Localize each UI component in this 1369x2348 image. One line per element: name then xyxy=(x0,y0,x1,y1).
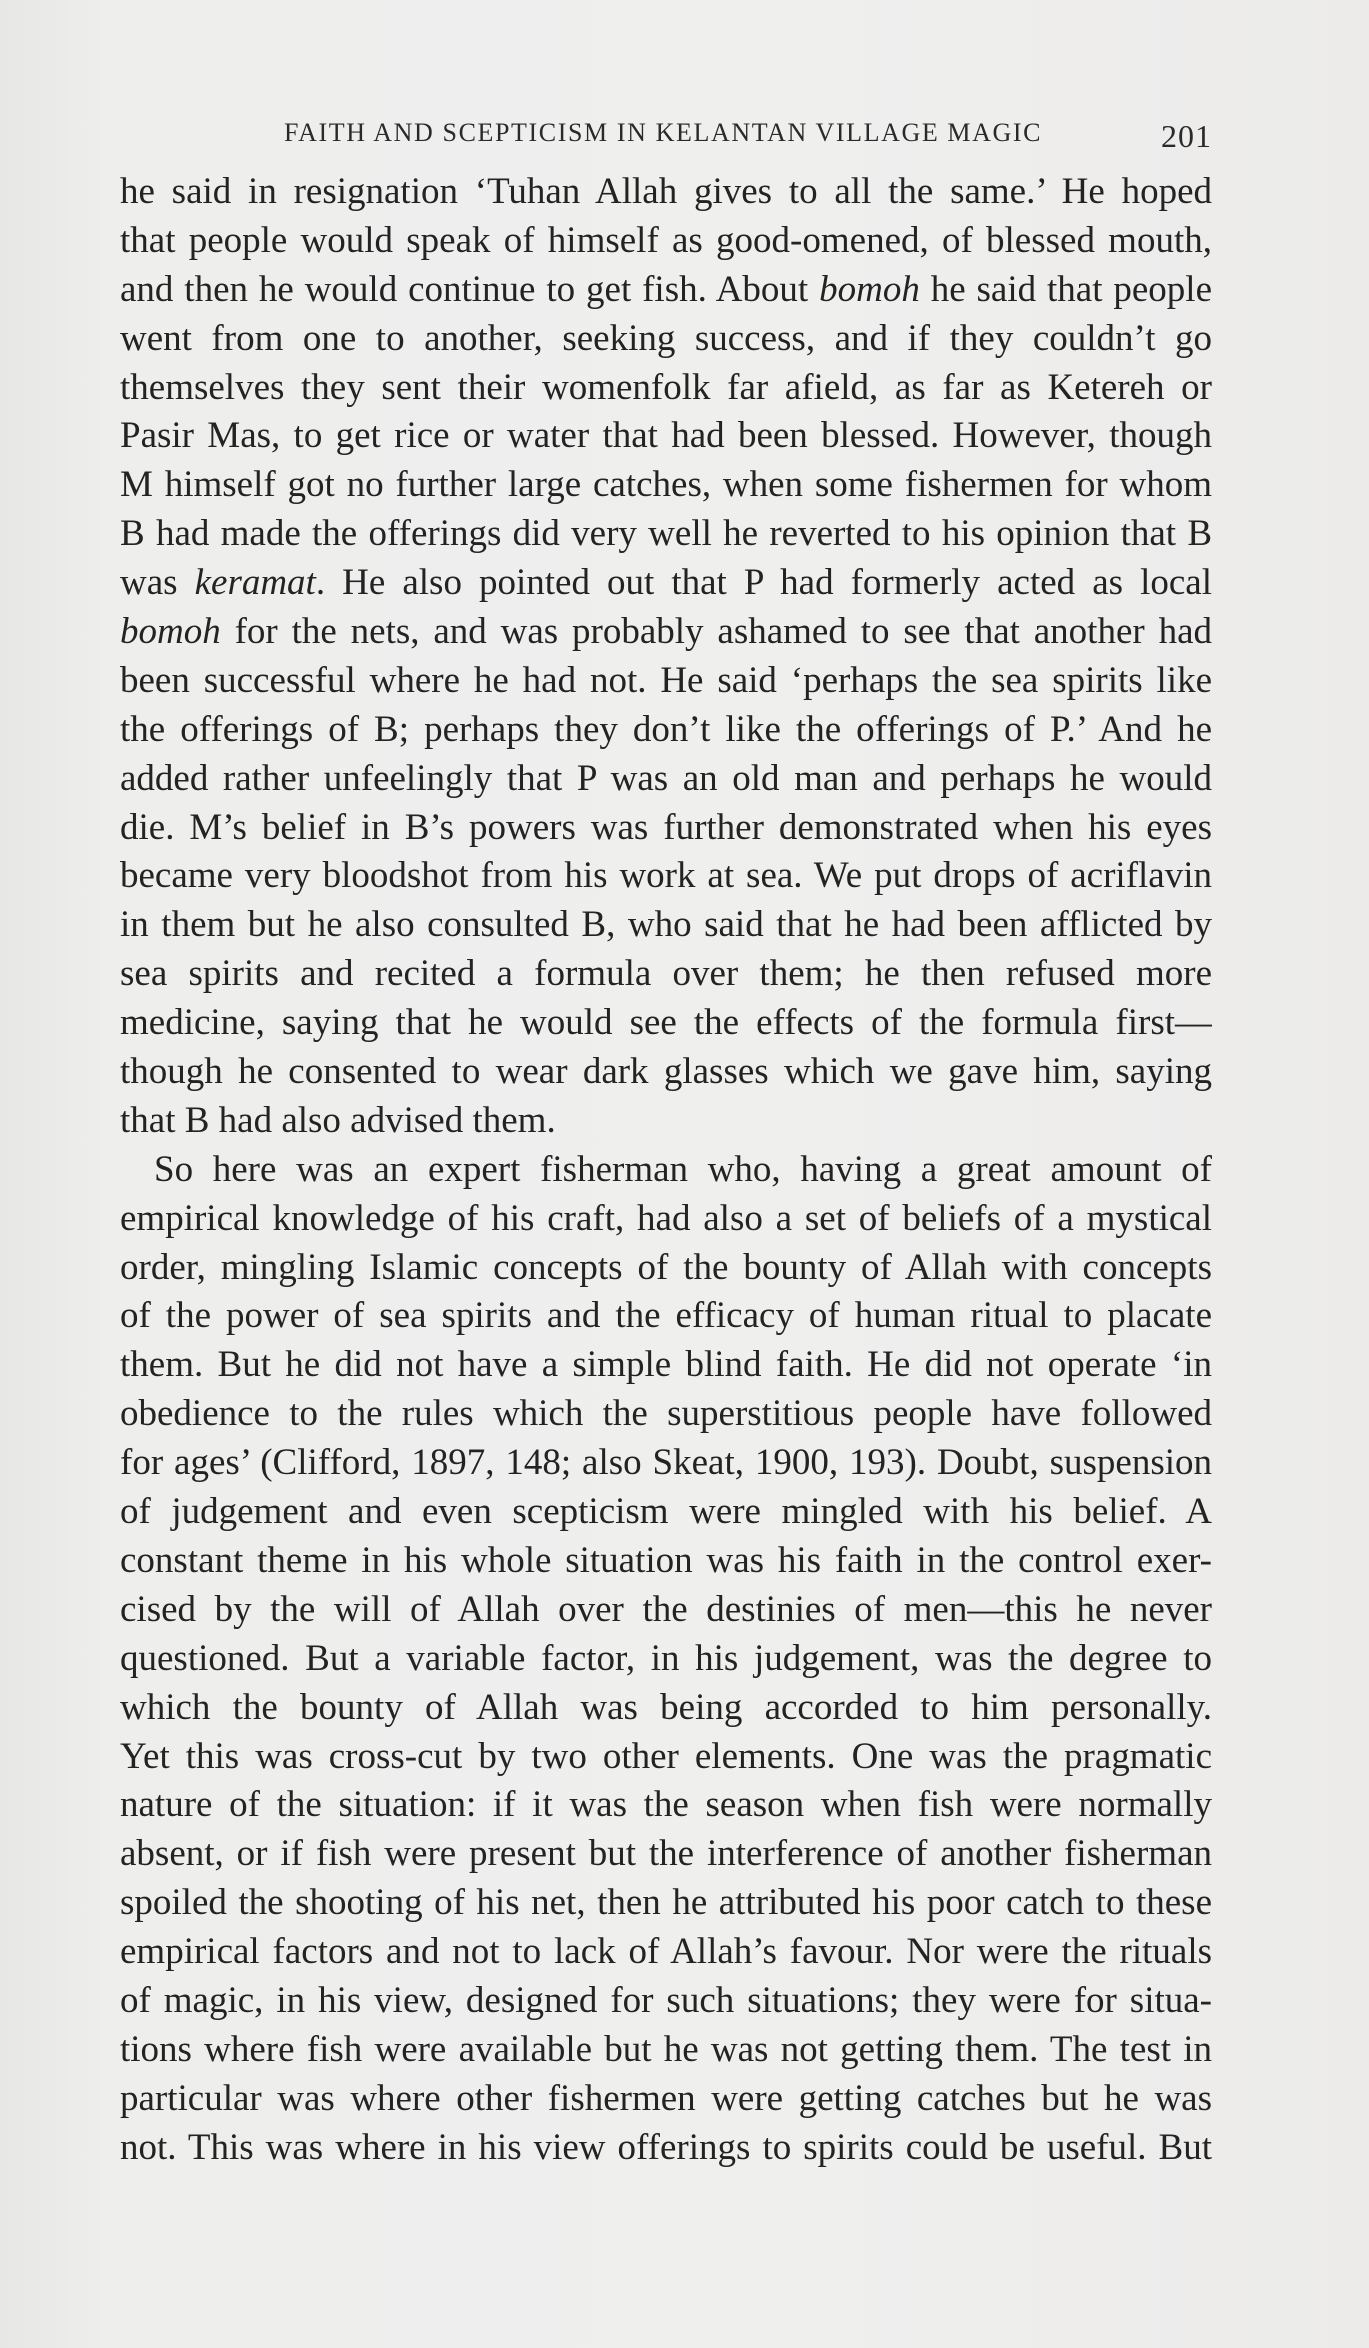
text-line: been successful where he had not. He said ‘perhaps the sea spirits like xyxy=(120,659,1212,701)
text-line: spoiled the shooting of his net, then he attributed his poor catch to these xyxy=(120,1882,1212,1924)
text-line: of judgement and even scepticism were mingled with his belief. A xyxy=(120,1491,1212,1533)
text-line: order, mingling Islamic concepts of the bounty of Allah with concepts xyxy=(120,1246,1212,1288)
text-line: though he consented to wear dark glasses which we gave him, saying xyxy=(120,1051,1212,1093)
text-line: bomoh for the nets, and was probably ashamed to see that another had xyxy=(120,611,1212,653)
text-line: of magic, in his view, designed for such situations; they were for situa- xyxy=(120,1979,1212,2021)
paragraph-2 xyxy=(120,1146,1212,2173)
paragraph-1 xyxy=(120,168,1212,1146)
text-line: that B had also advised them. xyxy=(120,1099,556,1141)
text-line: them. But he did not have a simple blind faith. He did not operate ‘in xyxy=(120,1344,1212,1386)
text-line: questioned. But a variable factor, in his judgement, was the degree to xyxy=(120,1637,1212,1679)
text-line: absent, or if fish were present but the interference of another fisherman xyxy=(120,1833,1212,1875)
text-line: the offerings of B; perhaps they don’t like the offerings of P.’ And he xyxy=(120,708,1212,750)
text-line: So here was an expert fisherman who, having a great amount of xyxy=(154,1148,1212,1190)
text-line: medicine, saying that he would see the effects of the formula first— xyxy=(120,1002,1212,1044)
text-line: themselves they sent their womenfolk far afield, as far as Ketereh or xyxy=(120,366,1212,408)
text-line: was keramat. He also pointed out that P had formerly acted as local xyxy=(120,562,1212,604)
text-line: empirical factors and not to lack of Allah’s favour. Nor were the rituals xyxy=(120,1931,1212,1973)
text-line: went from one to another, seeking success, and if they couldn’t go xyxy=(120,317,1212,359)
text-line: not. This was where in his view offerings to spirits could be useful. But xyxy=(120,2126,1212,2168)
text-line: and then he would continue to get fish. About bomoh he said that people xyxy=(120,268,1212,310)
text-line: of the power of sea spirits and the efficacy of human ritual to placate xyxy=(120,1295,1212,1337)
text-line: nature of the situation: if it was the season when fish were normally xyxy=(120,1784,1212,1826)
text-line: particular was where other fishermen were getting catches but he was xyxy=(120,2077,1212,2119)
text-line: became very bloodshot from his work at sea. We put drops of acriflavin xyxy=(120,855,1212,897)
text-line: for ages’ (Clifford, 1897, 148; also Skeat, 1900, 193). Doubt, suspension xyxy=(120,1442,1212,1484)
text-line: M himself got no further large catches, when some fishermen for whom xyxy=(120,464,1212,506)
text-line: obedience to the rules which the superstitious people have followed xyxy=(120,1393,1212,1435)
text-line: Pasir Mas, to get rice or water that had been blessed. However, though xyxy=(120,415,1212,457)
text-line: in them but he also consulted B, who said that he had been afflicted by xyxy=(120,904,1212,946)
text-line: B had made the offerings did very well he reverted to his opinion that B xyxy=(120,513,1212,555)
running-head: FAITH AND SCEPTICISM IN KELANTAN VILLAGE MAGIC xyxy=(284,118,1043,147)
page-number: 201 xyxy=(1161,118,1212,154)
text-line: sea spirits and recited a formula over them; he then refused more xyxy=(120,953,1212,995)
text-line: tions where fish were available but he was not getting them. The test in xyxy=(120,2028,1212,2070)
text-line: that people would speak of himself as good-omened, of blessed mouth, xyxy=(120,219,1212,261)
text-line: cised by the will of Allah over the destinies of men—this he never xyxy=(120,1588,1212,1630)
text-line: he said in resignation ‘Tuhan Allah gives to all the same.’ He hoped xyxy=(120,171,1212,212)
text-line: empirical knowledge of his craft, had also a set of beliefs of a mystical xyxy=(120,1197,1212,1239)
text-line: constant theme in his whole situation was his faith in the control exer- xyxy=(120,1539,1212,1581)
text-line: which the bounty of Allah was being accorded to him personally. xyxy=(120,1686,1212,1728)
text-line: Yet this was cross-cut by two other elements. One was the pragmatic xyxy=(120,1735,1212,1777)
body-text xyxy=(120,168,1212,2173)
text-line: die. M’s belief in B’s powers was further demonstrated when his eyes xyxy=(120,806,1212,848)
text-line: added rather unfeelingly that P was an old man and perhaps he would xyxy=(120,757,1212,799)
